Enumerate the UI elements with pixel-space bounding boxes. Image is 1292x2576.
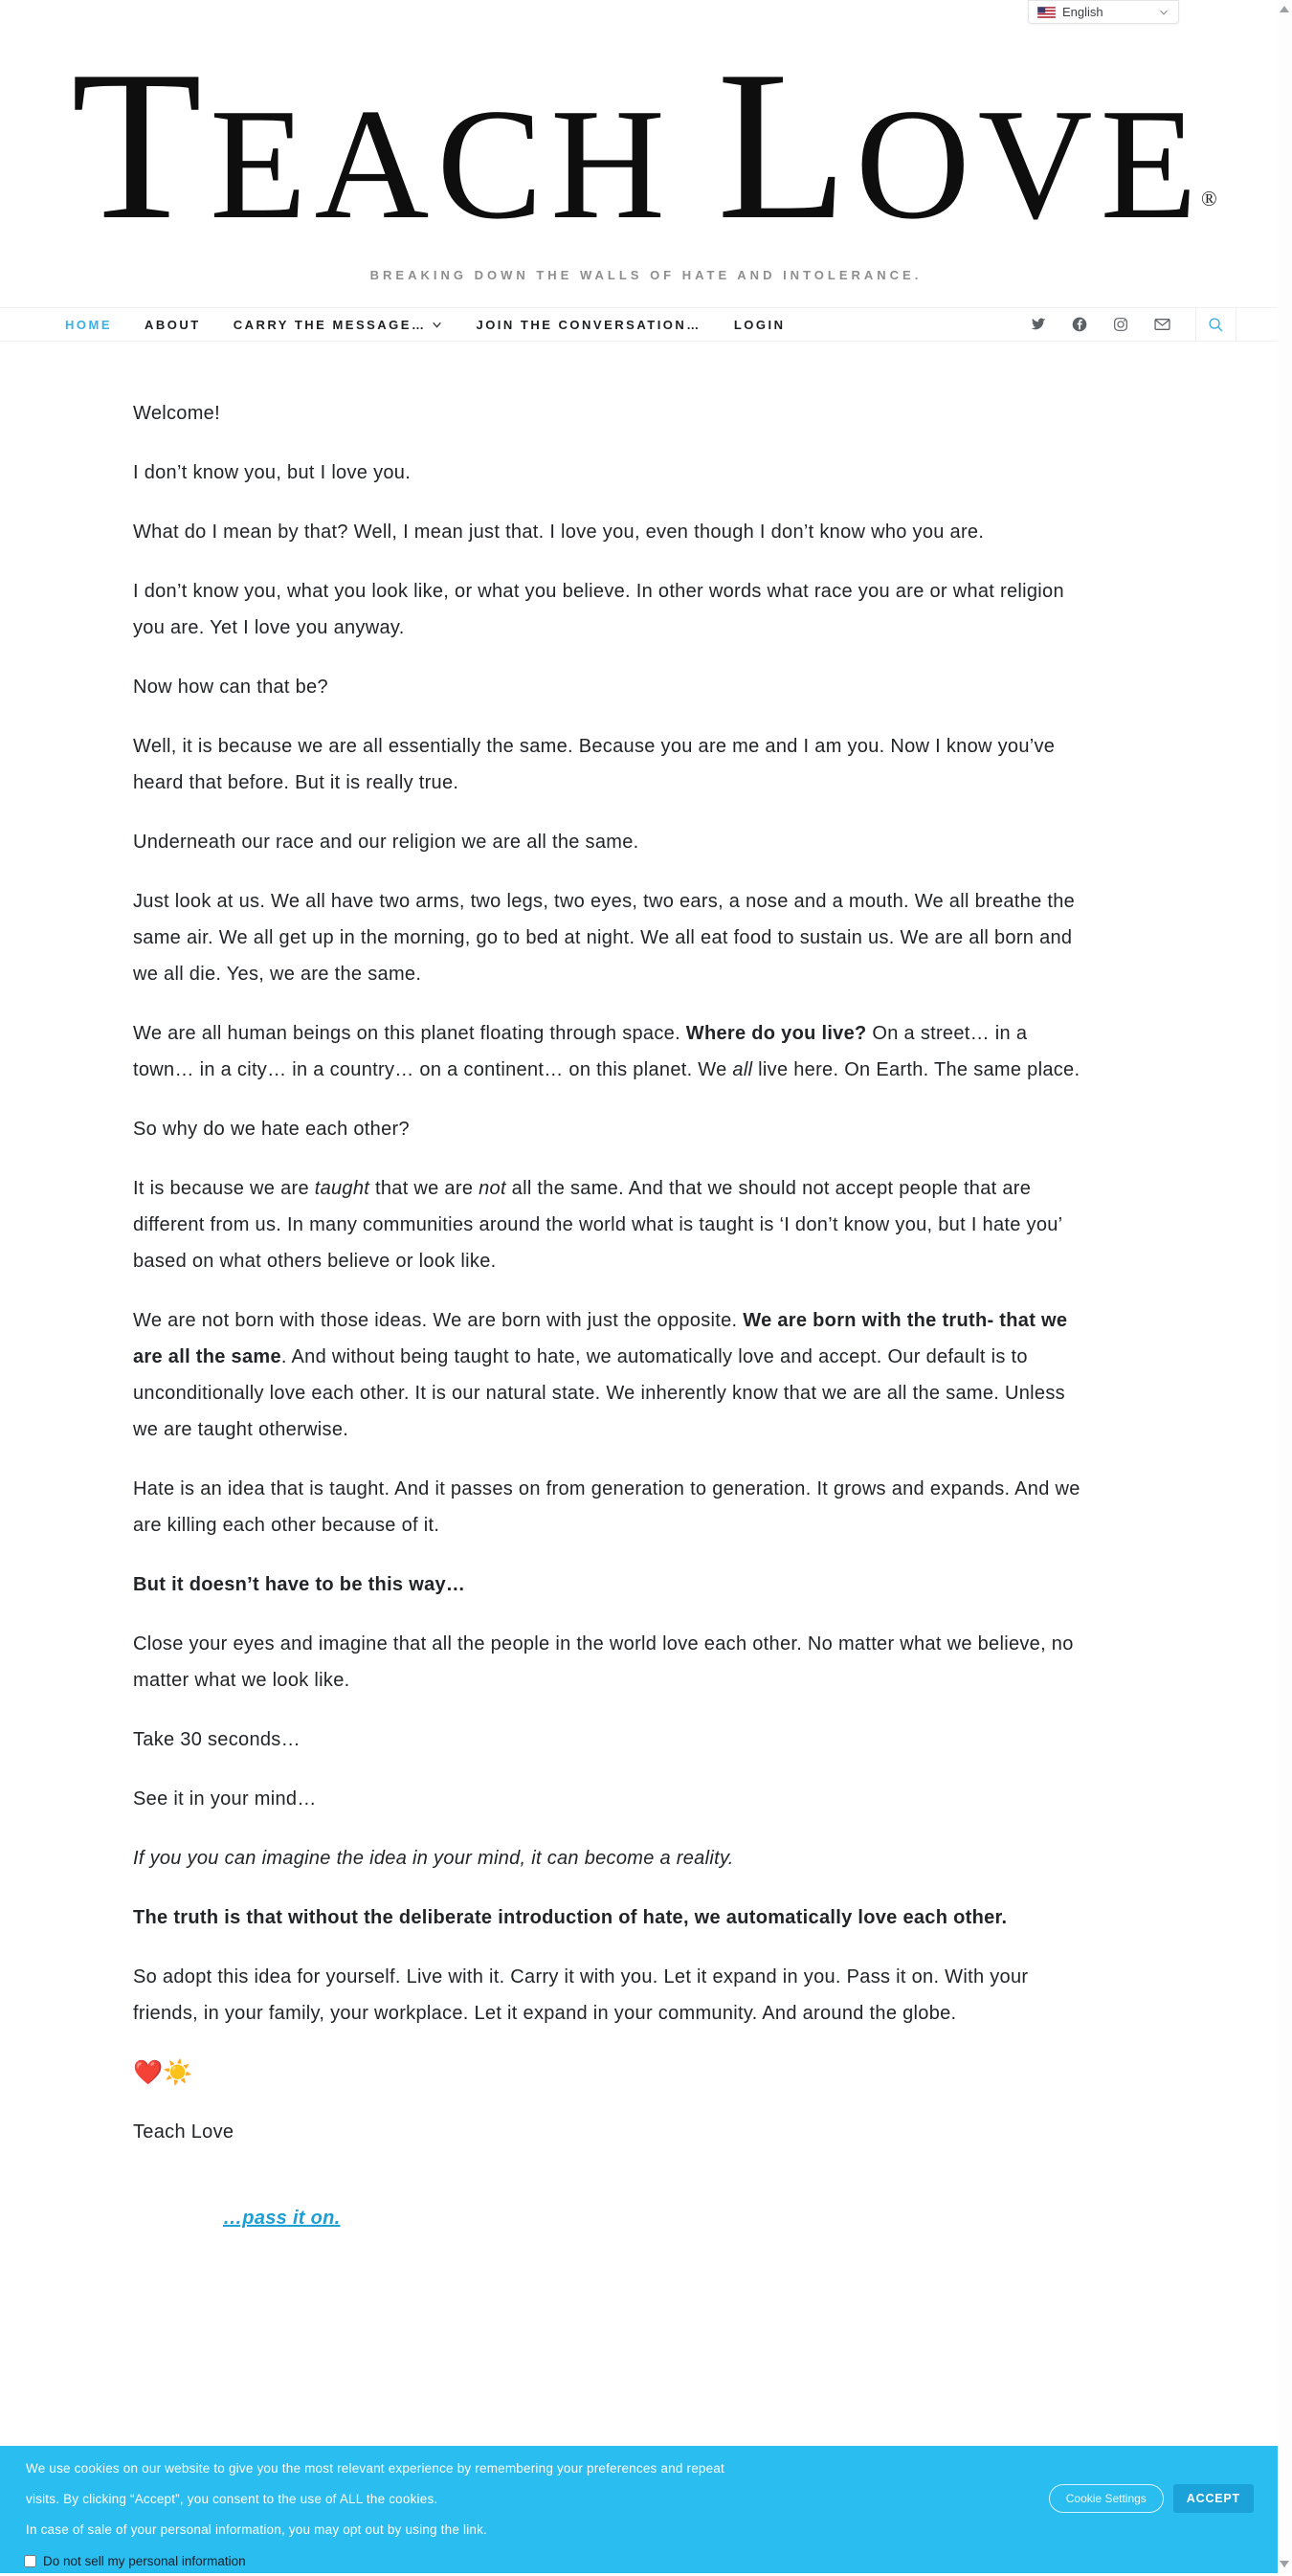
site-tagline: BREAKING DOWN THE WALLS OF HATE AND INTOLERANCE. (369, 268, 923, 282)
paragraph: I don’t know you, what you look like, or what you believe. In other words what race you are or what religion you are. Yet I love you anyway. (133, 581, 1064, 638)
nav-item-login[interactable]: LOGIN (733, 317, 786, 332)
email-icon[interactable] (1154, 318, 1170, 331)
paragraph: Close your eyes and imagine that all the people in the world love each other. No matter what we believe, no matter what we look like. (133, 1633, 1074, 1691)
paragraph: What do I mean by that? Well, I mean just that. I love you, even though I don’t know who you are. (133, 522, 985, 543)
nav-item-label: CARRY THE MESSAGE… (233, 317, 427, 332)
do-not-sell-checkbox[interactable] (24, 2555, 36, 2567)
cookie-message-line: visits. By clicking “Accept”, you consent to the use of ALL the cookies. (26, 2492, 438, 2506)
paragraph: Teach Love (133, 2121, 234, 2143)
cookie-settings-button[interactable]: Cookie Settings (1049, 2484, 1164, 2513)
nav-item-home[interactable]: HOME (65, 317, 112, 332)
language-selector[interactable] (1028, 0, 1179, 24)
nav-item-about[interactable]: ABOUT (145, 317, 201, 332)
scrollbar[interactable] (1278, 0, 1292, 2573)
scroll-down-arrow[interactable] (1280, 2561, 1289, 2567)
search-button[interactable] (1195, 308, 1236, 341)
site-header (0, 0, 1292, 282)
facebook-icon[interactable] (1072, 317, 1087, 332)
paragraph: The truth is that without the deliberate introduction of hate, we automatically love each other. (133, 1907, 1008, 1928)
cookie-buttons (1049, 2484, 1254, 2513)
nav-items (0, 308, 785, 341)
twitter-icon[interactable] (1031, 318, 1046, 331)
article-body (133, 395, 1090, 2150)
paragraph: Welcome! (133, 403, 220, 424)
paragraph: Take 30 seconds… (133, 1729, 301, 1750)
paragraph: See it in your mind… (133, 1788, 317, 1810)
social-links (1031, 308, 1195, 341)
paragraph: So adopt this idea for yourself. Live with it. Carry it with you. Let it expand in you. Pass it on. With your friends, in your family, your workplace. Let it expand in your community. And around the globe. (133, 1966, 1029, 2024)
pass-it-on-row (223, 2200, 1090, 2236)
us-flag-icon (1037, 7, 1056, 18)
instagram-icon[interactable] (1113, 317, 1128, 332)
pass-it-on-link[interactable]: …pass it on. (223, 2208, 341, 2229)
accept-button[interactable]: ACCEPT (1173, 2484, 1254, 2513)
nav-right (1031, 308, 1292, 341)
site-logo (0, 27, 1292, 264)
paragraph: If you you can imagine the idea in your mind, it can become a reality. (133, 1848, 734, 1869)
do-not-sell-row[interactable] (24, 2545, 1278, 2576)
logo-letter: T (71, 27, 211, 264)
registered-mark: ® (1201, 187, 1217, 211)
cookie-banner (0, 2446, 1278, 2573)
do-not-sell-label: Do not sell my personal information (43, 2553, 246, 2568)
main-nav (0, 307, 1292, 342)
paragraph: But it doesn’t have to be this way… (133, 1574, 466, 1595)
language-label: English (1062, 5, 1103, 19)
paragraph: ❤️☀️ (133, 2059, 193, 2086)
paragraph: I don’t know you, but I love you. (133, 462, 412, 483)
paragraph: Now how can that be? (133, 677, 328, 698)
logo-letters: OVE (855, 76, 1205, 252)
nav-item-carry-the-message[interactable] (234, 318, 444, 332)
chevron-down-icon (431, 319, 443, 331)
search-icon (1208, 317, 1224, 333)
nav-item-join-the-conversation[interactable]: JOIN THE CONVERSATION… (476, 317, 702, 332)
paragraph: So why do we hate each other? (133, 1119, 410, 1140)
logo-letters: EACH (210, 76, 673, 252)
paragraph: Hate is an idea that is taught. And it passes on from generation to generation. It grows and expands. And we are killing each other because of it. (133, 1478, 1080, 1536)
cookie-message-line: We use cookies on our website to give you the most relevant experience by remembering your preferences and repeat (26, 2461, 724, 2476)
chevron-down-icon (1157, 6, 1170, 19)
paragraph: Underneath our race and our religion we are all the same. (133, 832, 639, 853)
paragraph: Well, it is because we are all essentially the same. Because you are me and I am you. Now I know you’ve heard that before. But it is really true. (133, 736, 1056, 793)
paragraph: We are all human beings on this planet floating through space. Where do you live? On a street… in a town… in a city… in a country… on a continent… on this planet. We all live here. On Earth. The same place. (133, 1023, 1080, 1080)
paragraph: We are not born with those ideas. We are born with just the opposite. We are born with the truth- that we are all the same. And without being taught to hate, we automatically love and accept. Our default is to unconditionally love each other. It is our natural state. We inherently know that we are all the same. Unless we are taught otherwise. (133, 1310, 1068, 1440)
paragraph: It is because we are taught that we are not all the same. And that we should not accept people that are different from us. In many communities around the world what is taught is ‘I don’t know you, but I hate you’ based on what others believe or look like. (133, 1178, 1062, 1272)
scroll-up-arrow[interactable] (1280, 6, 1289, 12)
cookie-message-line: In case of sale of your personal information, you may opt out by using the link. (26, 2522, 488, 2537)
logo-letter: L (717, 27, 856, 264)
article (133, 342, 1090, 2236)
paragraph: Just look at us. We all have two arms, two legs, two eyes, two ears, a nose and a mouth. We all breathe the same air. We all get up in the morning, go to bed at night. We all eat food to sustain us. We are all born and we all die. Yes, we are the same. (133, 891, 1076, 985)
